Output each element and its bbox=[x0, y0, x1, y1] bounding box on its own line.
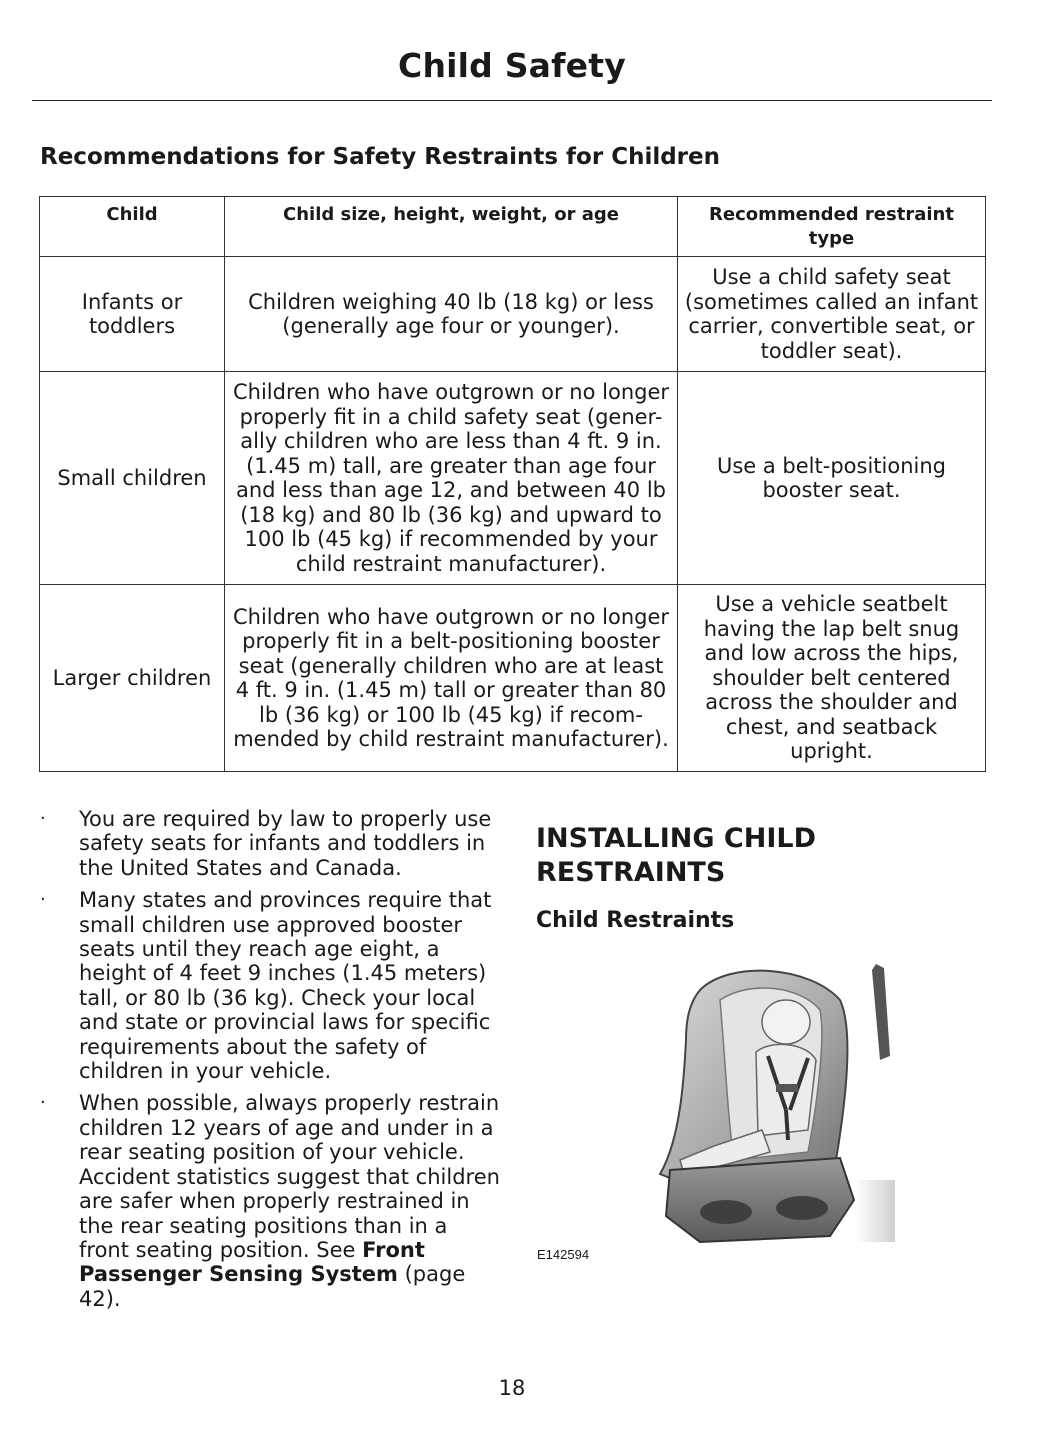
page-number: 18 bbox=[498, 1376, 526, 1400]
seatbelt-strap bbox=[872, 964, 890, 1060]
seat-base bbox=[666, 1158, 854, 1242]
cell-child: Small children bbox=[40, 372, 225, 585]
list-item bbox=[40, 807, 500, 880]
cell-size: Children who have outgrown or no longer properly fit in a child safety seat (gener-ally children who are less than 4 ft. 9 in. (1.45 m) tall, are greater than age four and less than age 12, and between 40 lb (18 kg) and 80 lb (36 kg) and upward to 100 lb (45 kg) if recommended by your child restraint manufacturer). bbox=[225, 372, 678, 585]
title-divider bbox=[32, 100, 992, 101]
column-header-child: Child bbox=[40, 197, 225, 257]
cell-size-text: Children weighing 40 lb (18 kg) or less (generally age four or younger). bbox=[248, 289, 654, 338]
cell-child: Larger children bbox=[40, 585, 225, 772]
section-heading: Recommendations for Safety Restraints for Children bbox=[40, 144, 720, 170]
installing-heading bbox=[536, 822, 816, 890]
list-item bbox=[40, 1091, 500, 1311]
installing-heading-line-2: RESTRAINTS bbox=[536, 857, 726, 888]
column-header-size: Child size, height, weight, or age bbox=[225, 197, 678, 257]
cell-restraint-text: Use a belt-positioning booster seat. bbox=[716, 453, 946, 502]
list-item bbox=[40, 888, 500, 1083]
page-title: Child Safety bbox=[398, 46, 626, 85]
bullet-text: When possible, always properly restrain children 12 years of age and under in a rear seating position of your vehicle. Accident statistics suggest that children are safer when properly restrained in the rear seating positions than in a front seating position. See bbox=[79, 1091, 500, 1262]
vehicle-seat-shade bbox=[855, 1180, 895, 1242]
base-cutout-right bbox=[776, 1196, 828, 1220]
table-row bbox=[40, 585, 986, 772]
base-cutout-left bbox=[700, 1200, 752, 1224]
cell-restraint: Use a vehicle seatbelt having the lap belt snug and low across the hips, shoulder belt centered across the shoulder and chest, and seatback upright. bbox=[678, 585, 986, 772]
child-head bbox=[762, 1000, 810, 1044]
figure-code: E142594 bbox=[537, 1247, 590, 1262]
cell-size: Children who have outgrown or no longer properly fit in a belt-positioning booster seat (generally children who are at least 4 ft. 9 in. (1.45 m) tall or greater than 80 lb (36 kg) or 100 lb (45 kg) if recom-mended by child restraint manufacturer). bbox=[225, 585, 678, 772]
cell-child bbox=[40, 257, 225, 372]
cell-child-text: Infants or toddlers bbox=[81, 289, 183, 338]
cross-reference-link[interactable]: Front Passenger Sensing System bbox=[79, 1237, 425, 1287]
cross-reference-page: (page 42). bbox=[79, 1262, 466, 1311]
column-header-restraint: Recommended restraint type bbox=[678, 197, 986, 257]
cell-size bbox=[225, 257, 678, 372]
table-row bbox=[40, 257, 986, 372]
table-row bbox=[40, 372, 986, 585]
table-header-row bbox=[40, 197, 986, 257]
harness-clip bbox=[776, 1084, 798, 1092]
bullet-text: Many states and provinces require that small children use approved booster seats until they reach age eight, a height of 4 feet 9 inches (1.45 meters) tall, or 80 lb (36 kg). Check your local and state or provincial laws for specific requirements about the safety of children in your vehicle. bbox=[79, 888, 492, 1084]
child-restraints-subheading: Child Restraints bbox=[536, 908, 735, 933]
cell-restraint bbox=[678, 372, 986, 585]
recommendations-table bbox=[39, 196, 986, 772]
cell-restraint: Use a child safety seat (sometimes called an infant carrier, convertible seat, or toddler seat). bbox=[678, 257, 986, 372]
bullet-list bbox=[40, 807, 500, 1319]
bullet-text: You are required by law to properly use safety seats for infants and toddlers in the United States and Canada. bbox=[79, 807, 492, 880]
child-seat-illustration bbox=[640, 960, 896, 1250]
installing-heading-line-1: INSTALLING CHILD bbox=[536, 823, 816, 854]
